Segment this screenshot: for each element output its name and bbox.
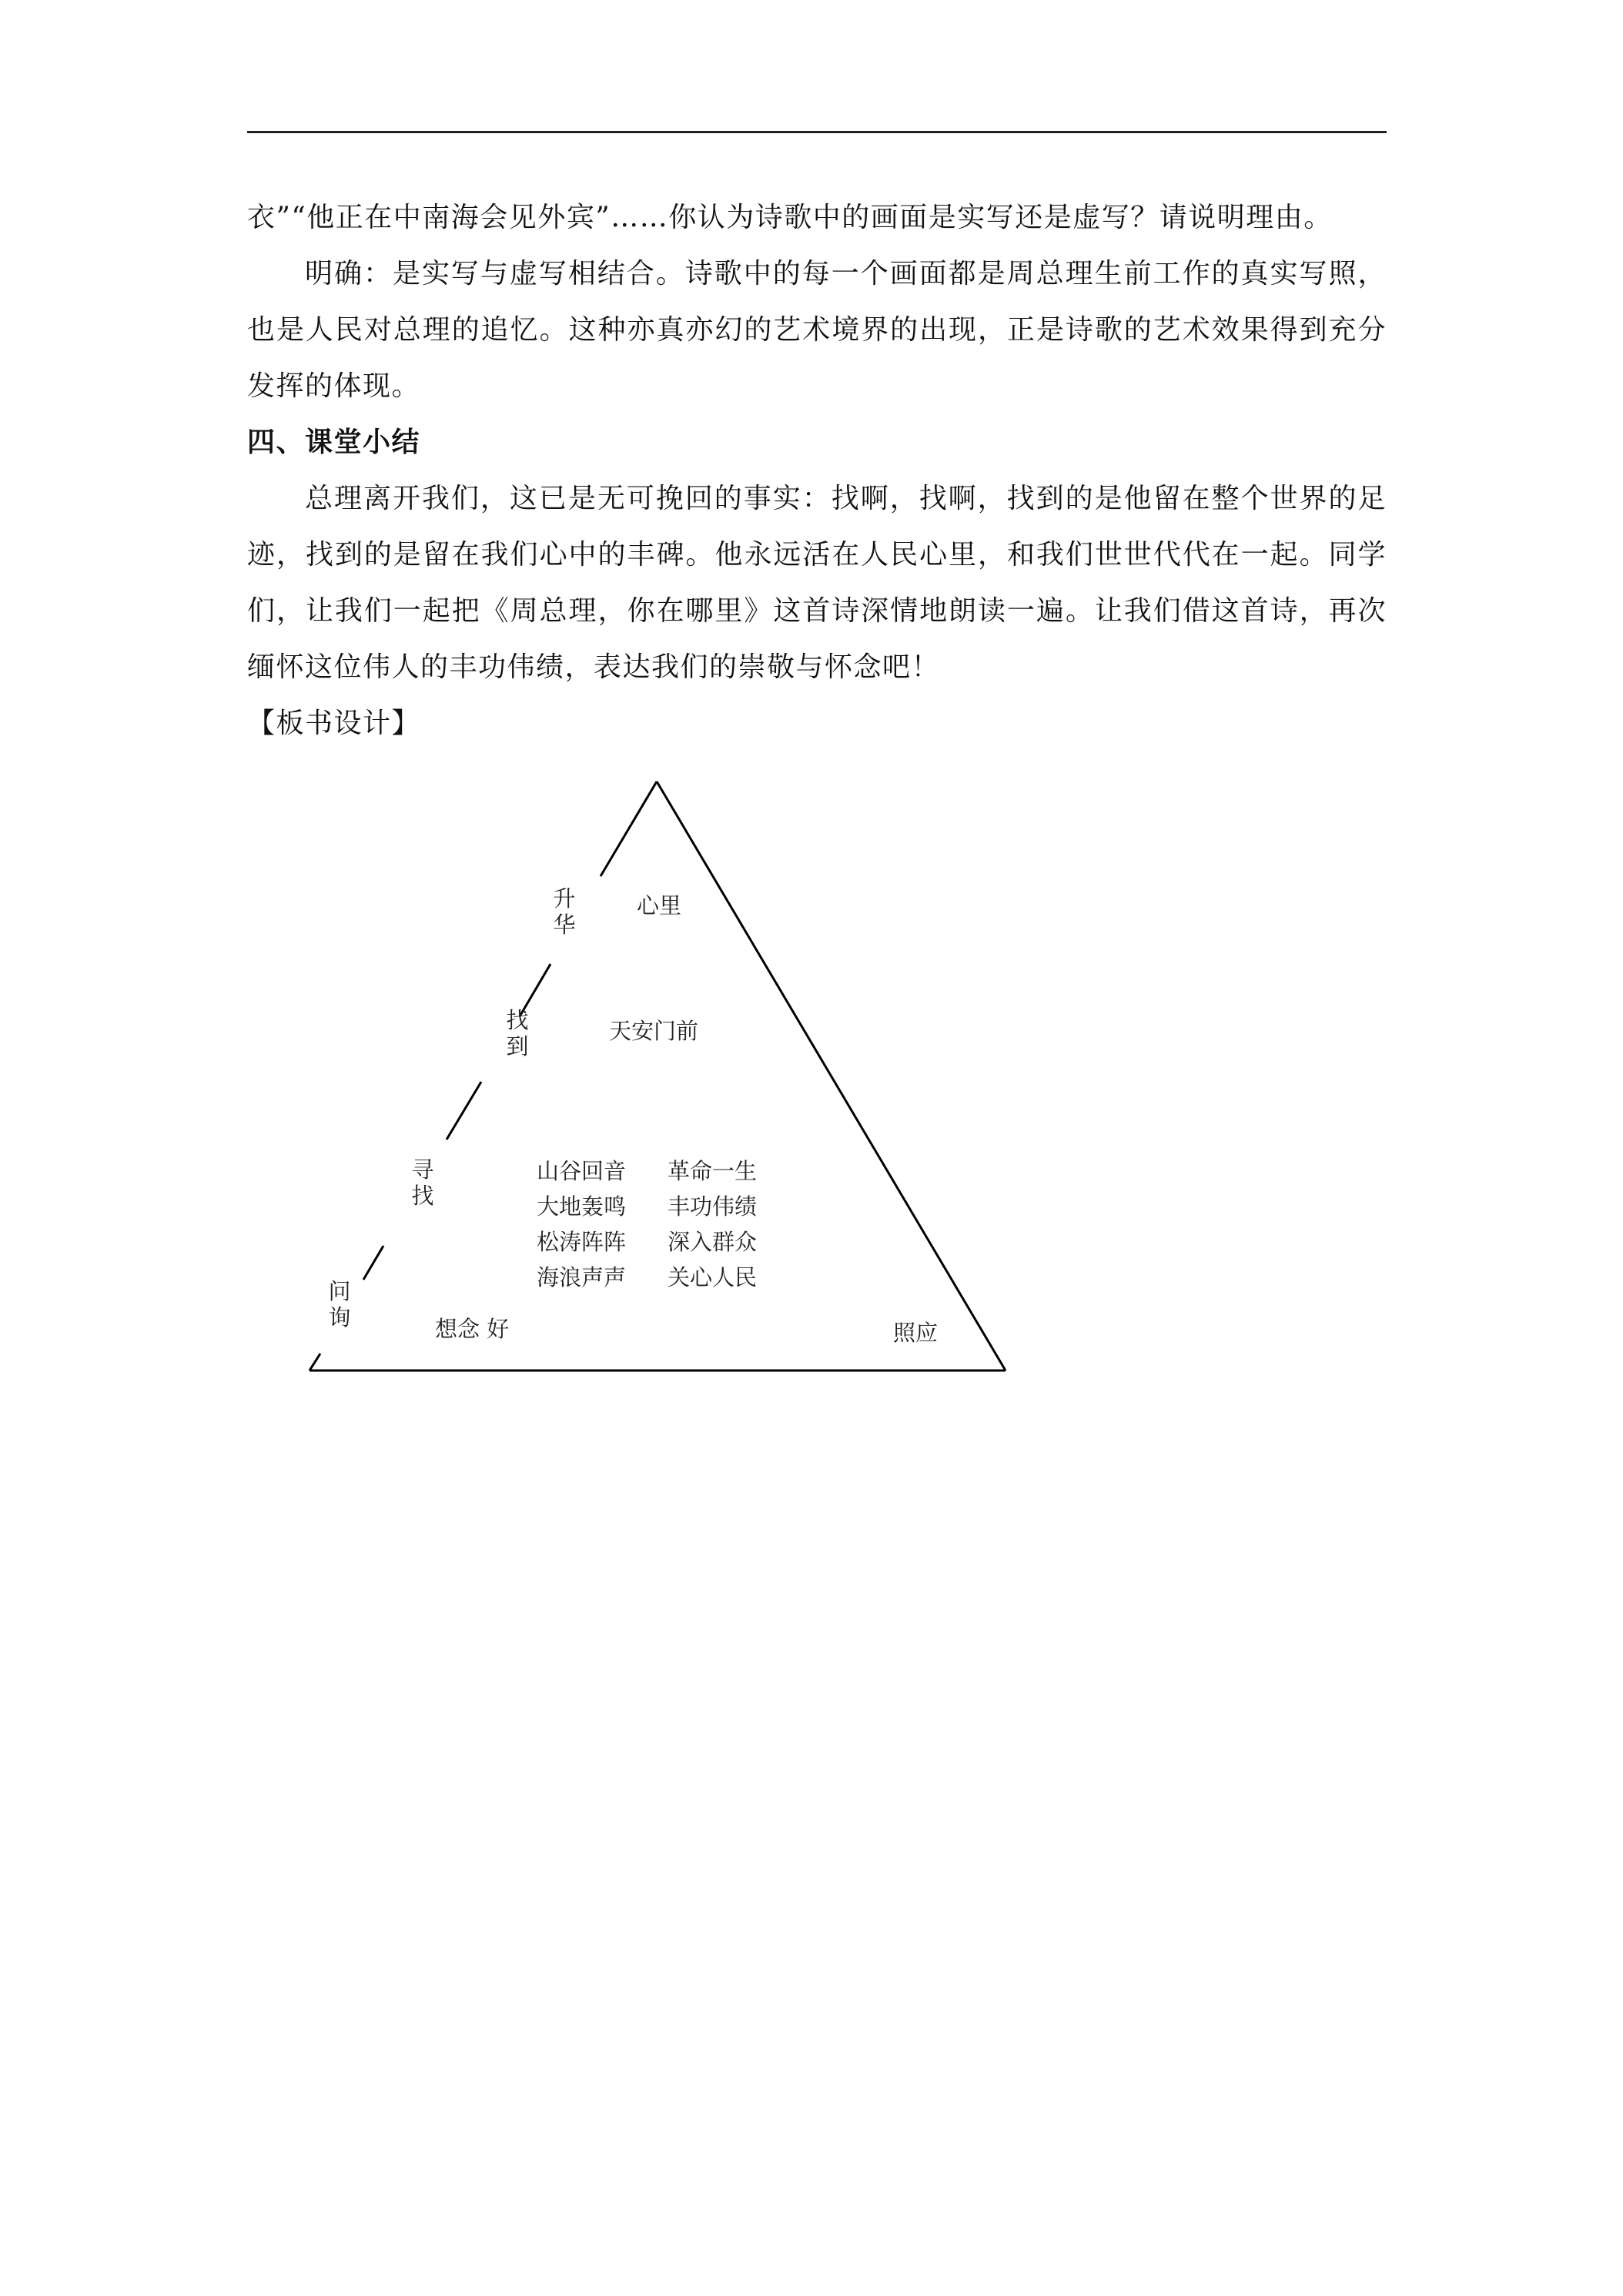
list-item: 山谷回音 (537, 1158, 627, 1184)
triangle-left-edge-segment (310, 1354, 320, 1371)
paragraph-question-continuation: 衣”“他正在中南海会见外宾”……你认为诗歌中的画面是实写还是虚写？请说明理由。 (247, 202, 1333, 233)
paragraph-summary: 总理离开我们，这已是无可挽回的事实：找啊，找啊，找到的是他留在整个世界的足迹，找到的是留在我们心中的丰碑。他永远活在人民心里，和我们世世代代在一起。同学们，让我们一起把《周总理，你在哪里》这首诗深情地朗读一遍。让我们借这首诗，再次缅怀这位伟人的丰功伟绩，表达我们的崇敬与怀念吧！ (247, 483, 1387, 683)
stage-label-zhao-dao: 找到 (506, 1007, 529, 1059)
stage-label-sheng-hua: 升华 (553, 885, 576, 938)
label-bottom-left: 想念 好 (435, 1316, 510, 1342)
document-body (247, 189, 1387, 751)
list-item: 松涛阵阵 (537, 1229, 627, 1255)
header-rule (247, 131, 1387, 133)
paragraph-answer: 明确：是实写与虚写相结合。诗歌中的每一个画面都是周总理生前工作的真实写照，也是人民对总理的追忆。这种亦真亦幻的艺术境界的出现，正是诗歌的艺术效果得到充分发挥的体现。 (247, 258, 1387, 402)
list-item: 深入群众 (668, 1229, 758, 1255)
stage-label-wen-xun: 问询 (328, 1278, 351, 1330)
list-item: 丰功伟绩 (668, 1193, 758, 1220)
list-item: 大地轰鸣 (537, 1193, 627, 1220)
list-item: 海浪声声 (537, 1264, 627, 1290)
list-item: 关心人民 (668, 1264, 758, 1290)
list-item: 革命一生 (668, 1158, 758, 1184)
label-xin-li: 心里 (637, 892, 682, 919)
triangle-graphic (293, 762, 1016, 1394)
label-tian-an-men: 天安门前 (609, 1018, 699, 1044)
board-design-diagram (293, 762, 1016, 1394)
stage-label-xun-zhao: 寻找 (411, 1156, 434, 1209)
board-design-label: 【板书设计】 (247, 708, 421, 739)
triangle-left-edge-segment (447, 1082, 481, 1140)
triangle-left-edge-segment (601, 782, 657, 876)
triangle-left-edge-segment (363, 1246, 383, 1280)
section-title-summary: 四、课堂小结 (247, 426, 421, 458)
label-zhao-ying: 照应 (893, 1320, 939, 1346)
